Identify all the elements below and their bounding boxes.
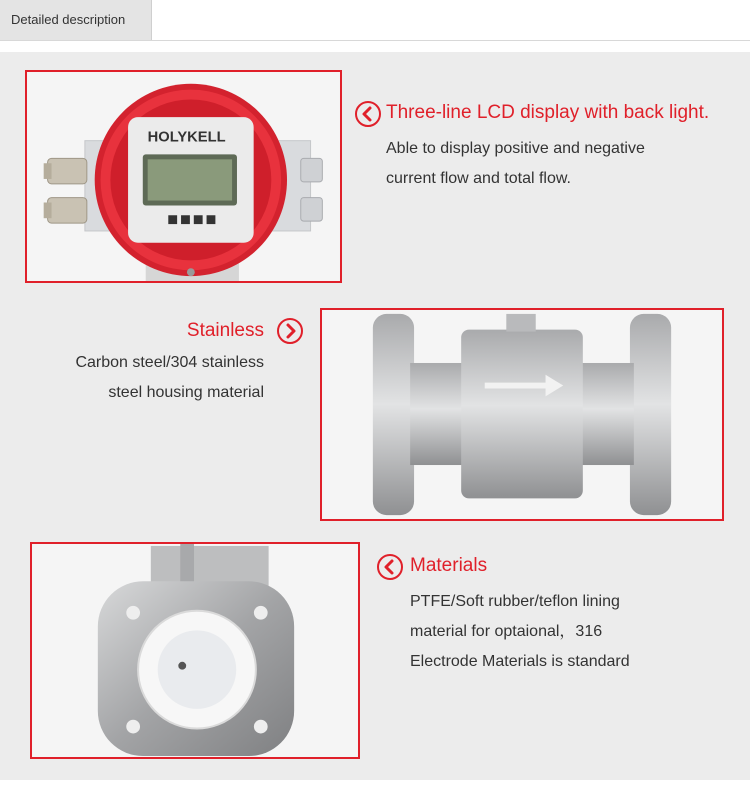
feature-description-line: PTFE/Soft rubber/teflon lining bbox=[410, 593, 620, 610]
stainless-body-image bbox=[320, 308, 724, 521]
feature-description-line: Able to display positive and negative bbox=[386, 140, 645, 157]
feature-title: Stainless bbox=[186, 320, 264, 341]
feature-title: Three-line LCD display with back light. bbox=[386, 102, 710, 123]
tab-detailed-description[interactable]: Detailed description bbox=[0, 0, 152, 40]
cable-gland-left-top bbox=[44, 158, 87, 184]
feature-materials bbox=[410, 553, 740, 677]
feature-stainless bbox=[30, 318, 264, 408]
feature-lcd bbox=[386, 100, 746, 194]
chevron-left-circle-icon bbox=[355, 101, 381, 127]
feature-description-line: material for optaional，316 bbox=[410, 623, 603, 640]
cable-gland-left-bottom bbox=[44, 198, 87, 224]
feature-description-line: current flow and total flow. bbox=[386, 170, 571, 187]
feature-description-line: Electrode Materials is standard bbox=[410, 653, 630, 670]
feature-description-line: steel housing material bbox=[108, 384, 264, 401]
feature-title: Materials bbox=[410, 555, 488, 576]
chevron-left-circle-icon bbox=[377, 554, 403, 580]
description-panel bbox=[0, 52, 750, 780]
lcd-display-image bbox=[25, 70, 342, 283]
teflon-lining-image bbox=[30, 542, 360, 759]
tab-bar bbox=[0, 0, 750, 41]
feature-description-line: Carbon steel/304 stainless bbox=[75, 354, 264, 371]
chevron-right-circle-icon bbox=[277, 318, 303, 344]
lcd-brand-text: HOLYKELL bbox=[147, 129, 226, 146]
